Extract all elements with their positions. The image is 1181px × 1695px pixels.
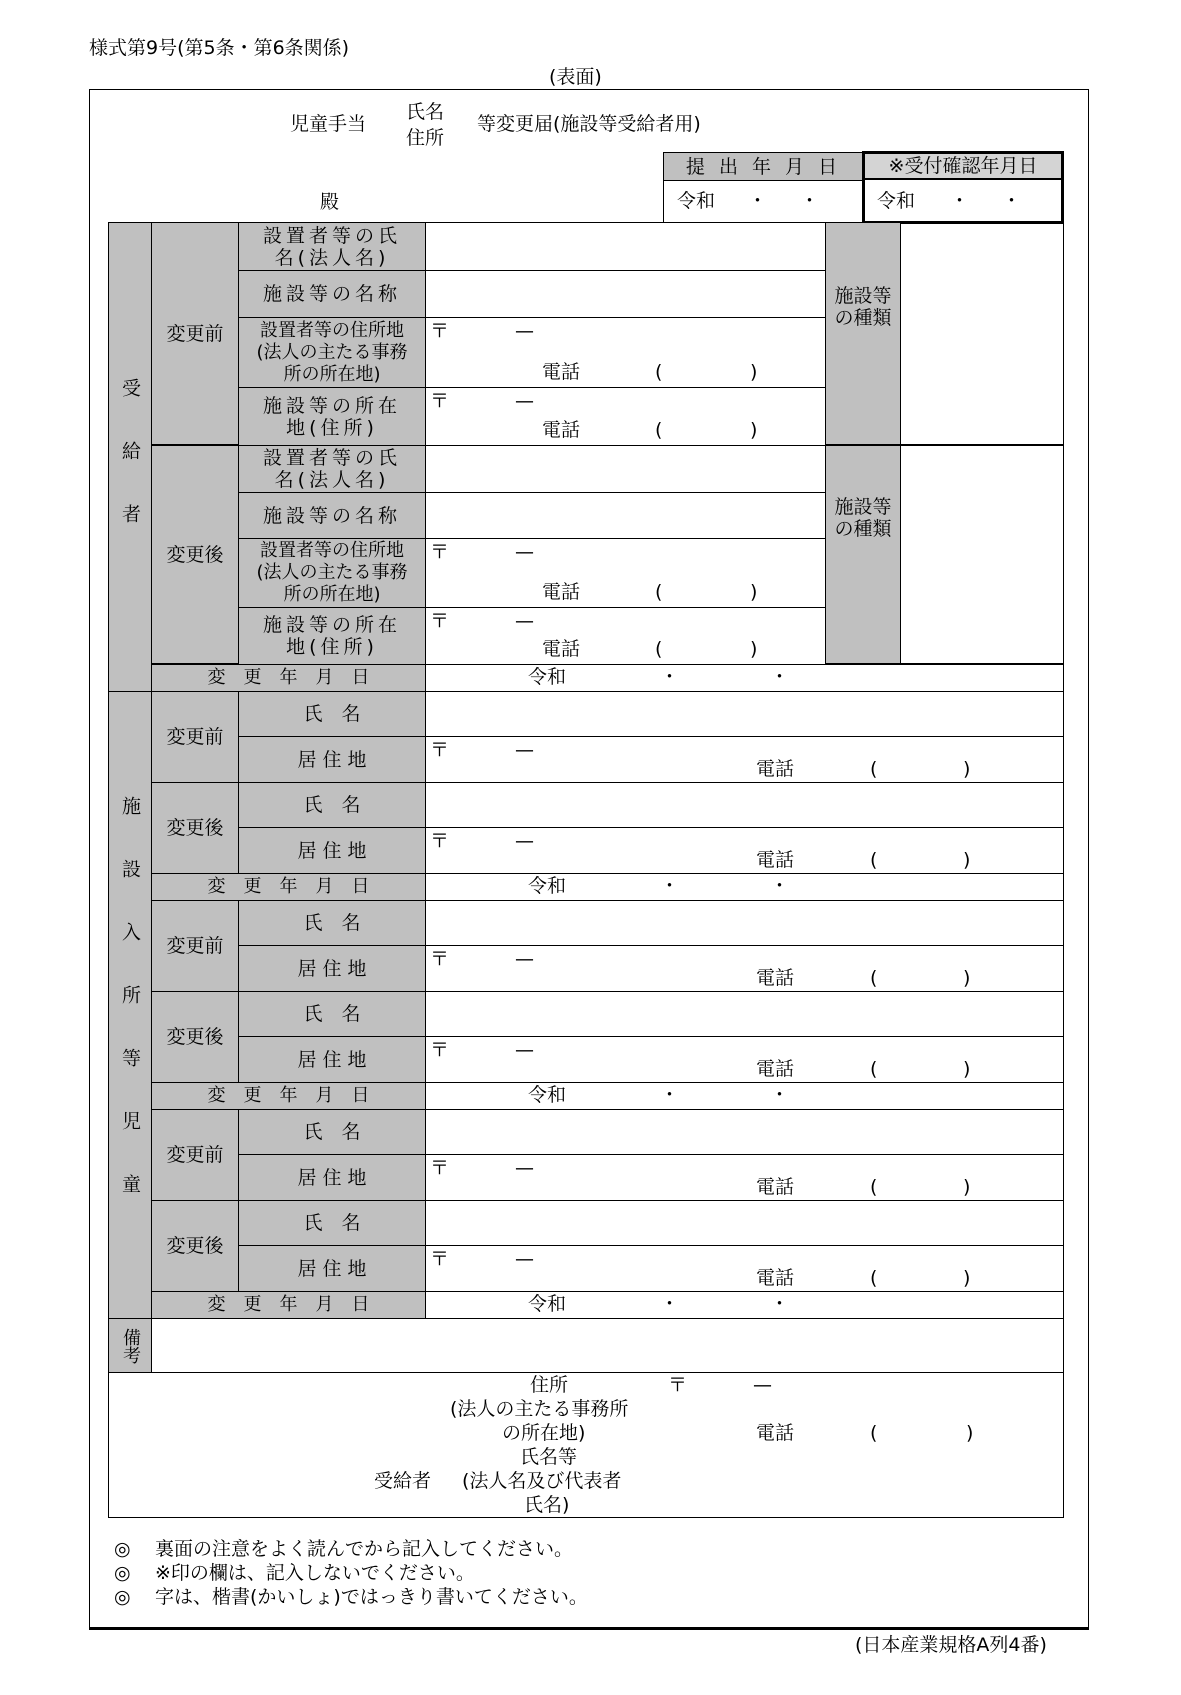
child-group-label-before: 変更前 (151, 1109, 239, 1201)
postal-mark: 〒 (430, 1039, 450, 1061)
postal-dash: — (515, 739, 534, 761)
child-name-label: 氏 名 (238, 1109, 426, 1155)
signature-name-note: 氏名) (524, 1494, 570, 1516)
remarks-label: 備考 (108, 1318, 152, 1373)
phone-paren-open: ( (870, 1422, 878, 1444)
receipt-date-era: 令和 (877, 190, 916, 212)
child-name-field[interactable] (425, 991, 1064, 1037)
child-group-label-before: 変更前 (151, 900, 239, 992)
recipient-row-field[interactable] (425, 538, 826, 608)
child-name-field[interactable] (425, 900, 1064, 946)
postal-mark: 〒 (430, 390, 450, 412)
recipient-side-label: 受給者 (119, 378, 141, 567)
form-number: 様式第9号(第5条・第6条関係) (89, 37, 350, 59)
receipt-date-header: ※受付確認年月日 (865, 154, 1061, 180)
child-group-label-before: 変更前 (151, 691, 239, 783)
facility-type-label: 施設等 の種類 (825, 445, 901, 664)
change-date-field[interactable] (425, 873, 1064, 901)
footer-paper-size: (日本産業規格A列4番) (855, 1634, 1047, 1656)
recipient-row-label: 設置者等の氏 名(法人名) (238, 222, 426, 271)
postal-dash: — (515, 1039, 534, 1061)
facility-type-field[interactable] (900, 445, 1064, 664)
change-date-dot: ・ (660, 1084, 680, 1106)
recipient-row-field[interactable] (425, 222, 826, 271)
side-label: (表面) (549, 66, 602, 88)
postal-mark: 〒 (430, 610, 450, 632)
phone-label: 電話 (542, 361, 581, 383)
addressee-suffix: 殿 (320, 191, 340, 213)
note-mark: ◎ (114, 1586, 131, 1608)
phone-paren-close: ) (750, 419, 758, 441)
recipient-row-field[interactable] (425, 492, 826, 539)
phone-paren-open: ( (655, 638, 663, 660)
change-date-label: 変 更 年 月 日 (151, 873, 426, 901)
postal-dash: — (515, 610, 534, 632)
change-date-dot: ・ (770, 875, 790, 897)
phone-paren-close: ) (963, 758, 971, 780)
postal-dash: — (515, 390, 534, 412)
phone-paren-close: ) (750, 638, 758, 660)
title-suffix: 等変更届(施設等受給者用) (477, 113, 701, 135)
change-date-dot: ・ (770, 1084, 790, 1106)
receipt-date-dot: ・ (1002, 190, 1022, 212)
child-group-label-after: 変更後 (151, 782, 239, 874)
phone-paren-open: ( (870, 849, 878, 871)
change-date-field[interactable] (425, 664, 1064, 692)
note-mark: ◎ (114, 1538, 131, 1560)
child-name-label: 氏 名 (238, 991, 426, 1037)
change-date-field[interactable] (425, 1291, 1064, 1319)
submit-date-dot: ・ (748, 190, 768, 212)
change-date-era: 令和 (528, 875, 567, 897)
signature-recipient-label: 受給者 (374, 1470, 432, 1492)
phone-label: 電話 (756, 1267, 795, 1289)
recipient-group-label-before: 変更前 (151, 222, 239, 445)
note-text: 字は、楷書(かいしょ)ではっきり書いてください。 (155, 1586, 588, 1608)
change-date-era: 令和 (528, 1084, 567, 1106)
child-group-label-after: 変更後 (151, 991, 239, 1083)
phone-paren-close: ) (963, 1176, 971, 1198)
recipient-row-field[interactable] (425, 317, 826, 388)
child-side-label: 施設入所等児童 (119, 796, 141, 1237)
phone-label: 電話 (756, 758, 795, 780)
note-text: 裏面の注意をよく読んでから記入してください。 (155, 1538, 574, 1560)
recipient-row-label: 設置者等の住所地 (法人の主たる事務 所の所在地) (238, 538, 426, 608)
change-date-era: 令和 (528, 1293, 567, 1315)
phone-paren-open: ( (870, 967, 878, 989)
postal-mark: 〒 (430, 541, 450, 563)
phone-paren-close: ) (750, 581, 758, 603)
change-date-era: 令和 (528, 666, 567, 688)
change-date-label: 変 更 年 月 日 (151, 1082, 426, 1110)
facility-type-field[interactable] (900, 222, 1064, 445)
recipient-row-label: 施設等の名称 (238, 270, 426, 318)
signature-name-note: (法人名及び代表者 (462, 1470, 622, 1492)
change-date-dot: ・ (770, 1293, 790, 1315)
recipient-row-field[interactable] (425, 445, 826, 493)
child-name-label: 氏 名 (238, 900, 426, 946)
child-residence-label: 居 住 地 (238, 736, 426, 783)
change-date-label: 変 更 年 月 日 (151, 1291, 426, 1319)
signature-block[interactable] (108, 1372, 1064, 1518)
postal-dash: — (515, 830, 534, 852)
change-date-field[interactable] (425, 1082, 1064, 1110)
phone-paren-close: ) (966, 1422, 974, 1444)
phone-label: 電話 (756, 849, 795, 871)
title-prefix: 児童手当 (290, 113, 367, 135)
submit-date-era: 令和 (677, 190, 716, 212)
postal-dash: — (515, 1248, 534, 1270)
recipient-row-label: 施設等の所在 地(住所) (238, 387, 426, 446)
postal-mark: 〒 (430, 830, 450, 852)
recipient-row-label: 設置者等の氏 名(法人名) (238, 445, 426, 493)
phone-paren-close: ) (750, 361, 758, 383)
child-group-label-after: 変更後 (151, 1200, 239, 1292)
postal-dash: — (753, 1374, 772, 1396)
note-text: ※印の欄は、記入しないでください。 (155, 1562, 475, 1584)
phone-label: 電話 (542, 419, 581, 441)
signature-address-note: (法人の主たる事務所 (450, 1398, 629, 1420)
phone-label: 電話 (756, 967, 795, 989)
recipient-group-label-after: 変更後 (151, 445, 239, 664)
change-date-dot: ・ (660, 1293, 680, 1315)
postal-mark: 〒 (430, 1248, 450, 1270)
postal-mark: 〒 (668, 1374, 688, 1396)
child-name-label: 氏 名 (238, 782, 426, 828)
change-date-dot: ・ (660, 875, 680, 897)
phone-paren-close: ) (963, 1058, 971, 1080)
postal-mark: 〒 (430, 320, 450, 342)
postal-mark: 〒 (430, 948, 450, 970)
child-name-label: 氏 名 (238, 691, 426, 737)
child-residence-label: 居 住 地 (238, 945, 426, 992)
postal-dash: — (515, 320, 534, 342)
phone-paren-open: ( (655, 361, 663, 383)
child-residence-label: 居 住 地 (238, 1036, 426, 1083)
signature-address-note: の所在地) (502, 1422, 586, 1444)
postal-dash: — (515, 541, 534, 563)
phone-label: 電話 (542, 638, 581, 660)
phone-label: 電話 (756, 1058, 795, 1080)
phone-paren-close: ) (963, 1267, 971, 1289)
phone-paren-open: ( (655, 581, 663, 603)
change-date-dot: ・ (660, 666, 680, 688)
phone-label: 電話 (756, 1176, 795, 1198)
phone-label: 電話 (756, 1422, 795, 1444)
recipient-row-field[interactable] (425, 607, 826, 665)
receipt-date-dot: ・ (950, 190, 970, 212)
title-stacked-bottom: 住所 (406, 127, 445, 149)
child-name-field[interactable] (425, 782, 1064, 828)
child-name-field[interactable] (425, 691, 1064, 737)
signature-name-label: 氏名等 (520, 1446, 578, 1468)
phone-paren-open: ( (870, 1176, 878, 1198)
child-name-field[interactable] (425, 1109, 1064, 1155)
title-stacked-top: 氏名 (406, 101, 445, 123)
note-mark: ◎ (114, 1562, 131, 1584)
child-residence-label: 居 住 地 (238, 827, 426, 874)
phone-paren-open: ( (870, 758, 878, 780)
recipient-row-field[interactable] (425, 387, 826, 446)
postal-mark: 〒 (430, 739, 450, 761)
phone-paren-open: ( (870, 1267, 878, 1289)
postal-dash: — (515, 1157, 534, 1179)
phone-label: 電話 (542, 581, 581, 603)
phone-paren-close: ) (963, 849, 971, 871)
signature-address-label: 住所 (530, 1374, 569, 1396)
phone-paren-open: ( (870, 1058, 878, 1080)
recipient-row-label: 設置者等の住所地 (法人の主たる事務 所の所在地) (238, 317, 426, 388)
child-name-field[interactable] (425, 1200, 1064, 1246)
remarks-field[interactable] (151, 1318, 1064, 1373)
child-residence-label: 居 住 地 (238, 1154, 426, 1201)
child-residence-label: 居 住 地 (238, 1245, 426, 1292)
postal-dash: — (515, 948, 534, 970)
facility-type-label: 施設等 の種類 (825, 222, 901, 445)
submit-date-dot: ・ (800, 190, 820, 212)
recipient-row-label: 施設等の所在 地(住所) (238, 607, 426, 665)
phone-paren-close: ) (963, 967, 971, 989)
phone-paren-open: ( (655, 419, 663, 441)
recipient-row-label: 施設等の名称 (238, 492, 426, 539)
change-date-dot: ・ (770, 666, 790, 688)
submit-date-header: 提 出 年 月 日 (663, 152, 864, 181)
recipient-row-field[interactable] (425, 270, 826, 318)
postal-mark: 〒 (430, 1157, 450, 1179)
child-name-label: 氏 名 (238, 1200, 426, 1246)
change-date-label: 変 更 年 月 日 (151, 664, 426, 692)
